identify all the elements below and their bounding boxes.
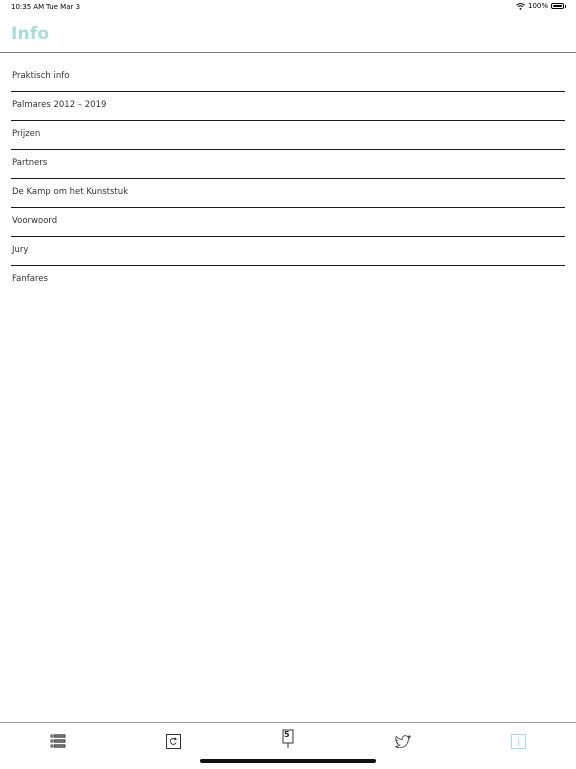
wifi-icon	[516, 3, 525, 10]
status-time: 10:35 AM	[11, 3, 45, 11]
tab-refresh[interactable]	[163, 731, 183, 751]
twitter-icon	[395, 735, 411, 748]
menu-item-label: Fanfares	[12, 274, 48, 284]
menu-item-partners[interactable]	[11, 150, 565, 179]
menu-item-label: Partners	[12, 158, 48, 168]
tab-sign[interactable]	[278, 729, 298, 749]
battery-icon	[551, 3, 564, 9]
battery-tip	[565, 5, 566, 8]
tab-twitter[interactable]	[393, 731, 413, 751]
status-bar	[0, 0, 576, 14]
status-indicators	[516, 2, 566, 10]
battery-percent: 100%	[527, 2, 548, 10]
page-title: Info	[11, 24, 50, 44]
tab-list[interactable]	[48, 731, 68, 751]
menu-item-fanfares[interactable]	[11, 266, 565, 295]
menu-item-de-kamp[interactable]	[11, 179, 565, 208]
list-icon	[50, 734, 66, 748]
menu-item-voorwoord[interactable]	[11, 208, 565, 237]
menu-item-label: Jury	[12, 245, 29, 255]
tab-info[interactable]	[508, 731, 528, 751]
menu-item-label: Prijzen	[12, 129, 41, 139]
home-indicator[interactable]	[200, 759, 376, 763]
info-icon	[511, 734, 526, 749]
menu-item-jury[interactable]	[11, 237, 565, 266]
menu-item-label: De Kamp om het Kunststuk	[12, 187, 129, 197]
menu-list	[0, 63, 576, 295]
menu-item-praktisch-info[interactable]	[11, 63, 565, 92]
menu-item-palmares[interactable]	[11, 92, 565, 121]
menu-item-label: Praktisch info	[12, 71, 70, 81]
menu-item-prijzen[interactable]	[11, 121, 565, 150]
menu-item-label: Palmares 2012 – 2019	[12, 100, 107, 110]
menu-item-label: Voorwoord	[12, 216, 58, 226]
status-date: Tue Mar 3	[46, 3, 81, 11]
nav-header	[0, 14, 576, 53]
refresh-icon	[166, 734, 181, 749]
sign-badge: 5	[284, 730, 290, 739]
